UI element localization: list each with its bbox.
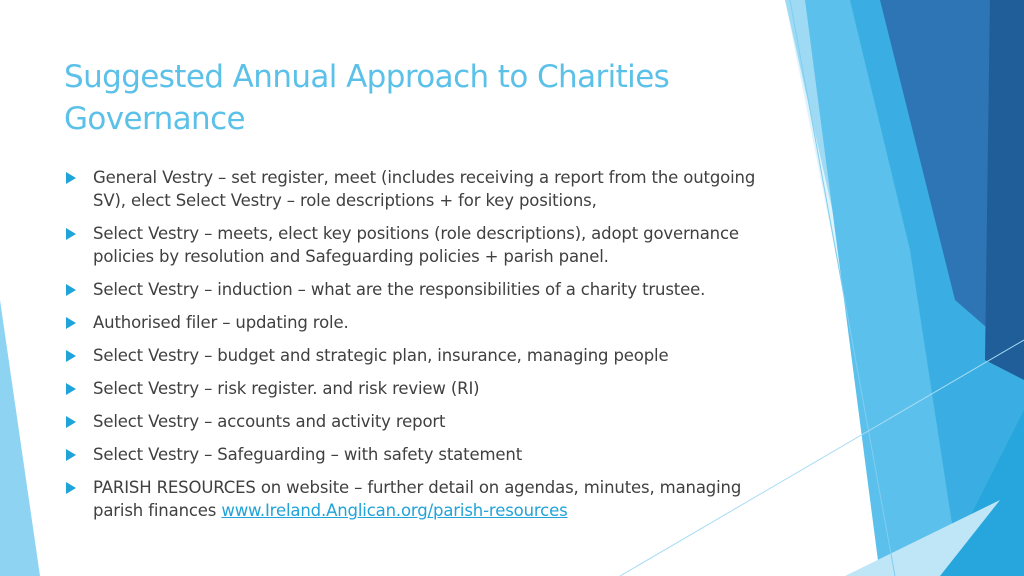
bullet-item bbox=[64, 278, 784, 301]
bullet-arrow-icon bbox=[66, 172, 76, 184]
bullet-arrow-icon bbox=[66, 416, 76, 428]
facet-darkest bbox=[985, 0, 1024, 380]
bullet-item bbox=[64, 222, 784, 268]
bullet-text: Select Vestry – Safeguarding – with safety statement bbox=[93, 445, 523, 464]
bullet-item bbox=[64, 311, 784, 334]
bullet-arrow-icon bbox=[66, 317, 76, 329]
bullet-text: Select Vestry – induction – what are the responsibilities of a charity trustee. bbox=[93, 280, 706, 299]
bullet-arrow-icon bbox=[66, 482, 76, 494]
slide-title: Suggested Annual Approach to Charities Governance bbox=[64, 59, 670, 137]
bullet-item bbox=[64, 443, 784, 466]
left-edge-shape bbox=[0, 300, 40, 576]
bullet-arrow-icon bbox=[66, 228, 76, 240]
bullet-arrow-icon bbox=[66, 383, 76, 395]
bullet-item bbox=[64, 410, 784, 433]
bullet-arrow-icon bbox=[66, 350, 76, 362]
bullet-text: Select Vestry – budget and strategic plan, insurance, managing people bbox=[93, 346, 669, 365]
bullet-text: Select Vestry – meets, elect key positions (role descriptions), adopt governance policies by resolution and Safeguarding policies + parish panel. bbox=[93, 224, 739, 266]
bullet-arrow-icon bbox=[66, 284, 76, 296]
bullet-item bbox=[64, 166, 784, 212]
parish-resources-link[interactable]: www.Ireland.Anglican.org/parish-resources bbox=[221, 501, 568, 520]
bullet-text: Select Vestry – risk register. and risk review (RI) bbox=[93, 379, 480, 398]
bullet-item-parish-resources bbox=[64, 476, 784, 522]
bullet-item bbox=[64, 344, 784, 367]
bullet-text: General Vestry – set register, meet (includes receiving a report from the outgoing SV), elect Select Vestry – role descriptions + for key positions, bbox=[93, 168, 756, 210]
bullet-item bbox=[64, 377, 784, 400]
bullet-text: Select Vestry – accounts and activity report bbox=[93, 412, 446, 431]
bullet-list bbox=[64, 166, 784, 532]
bullet-arrow-icon bbox=[66, 449, 76, 461]
bullet-text: Authorised filer – updating role. bbox=[93, 313, 349, 332]
bullet-text: PARISH RESOURCES on website – further detail on agendas, minutes, managing parish finances bbox=[93, 478, 742, 520]
